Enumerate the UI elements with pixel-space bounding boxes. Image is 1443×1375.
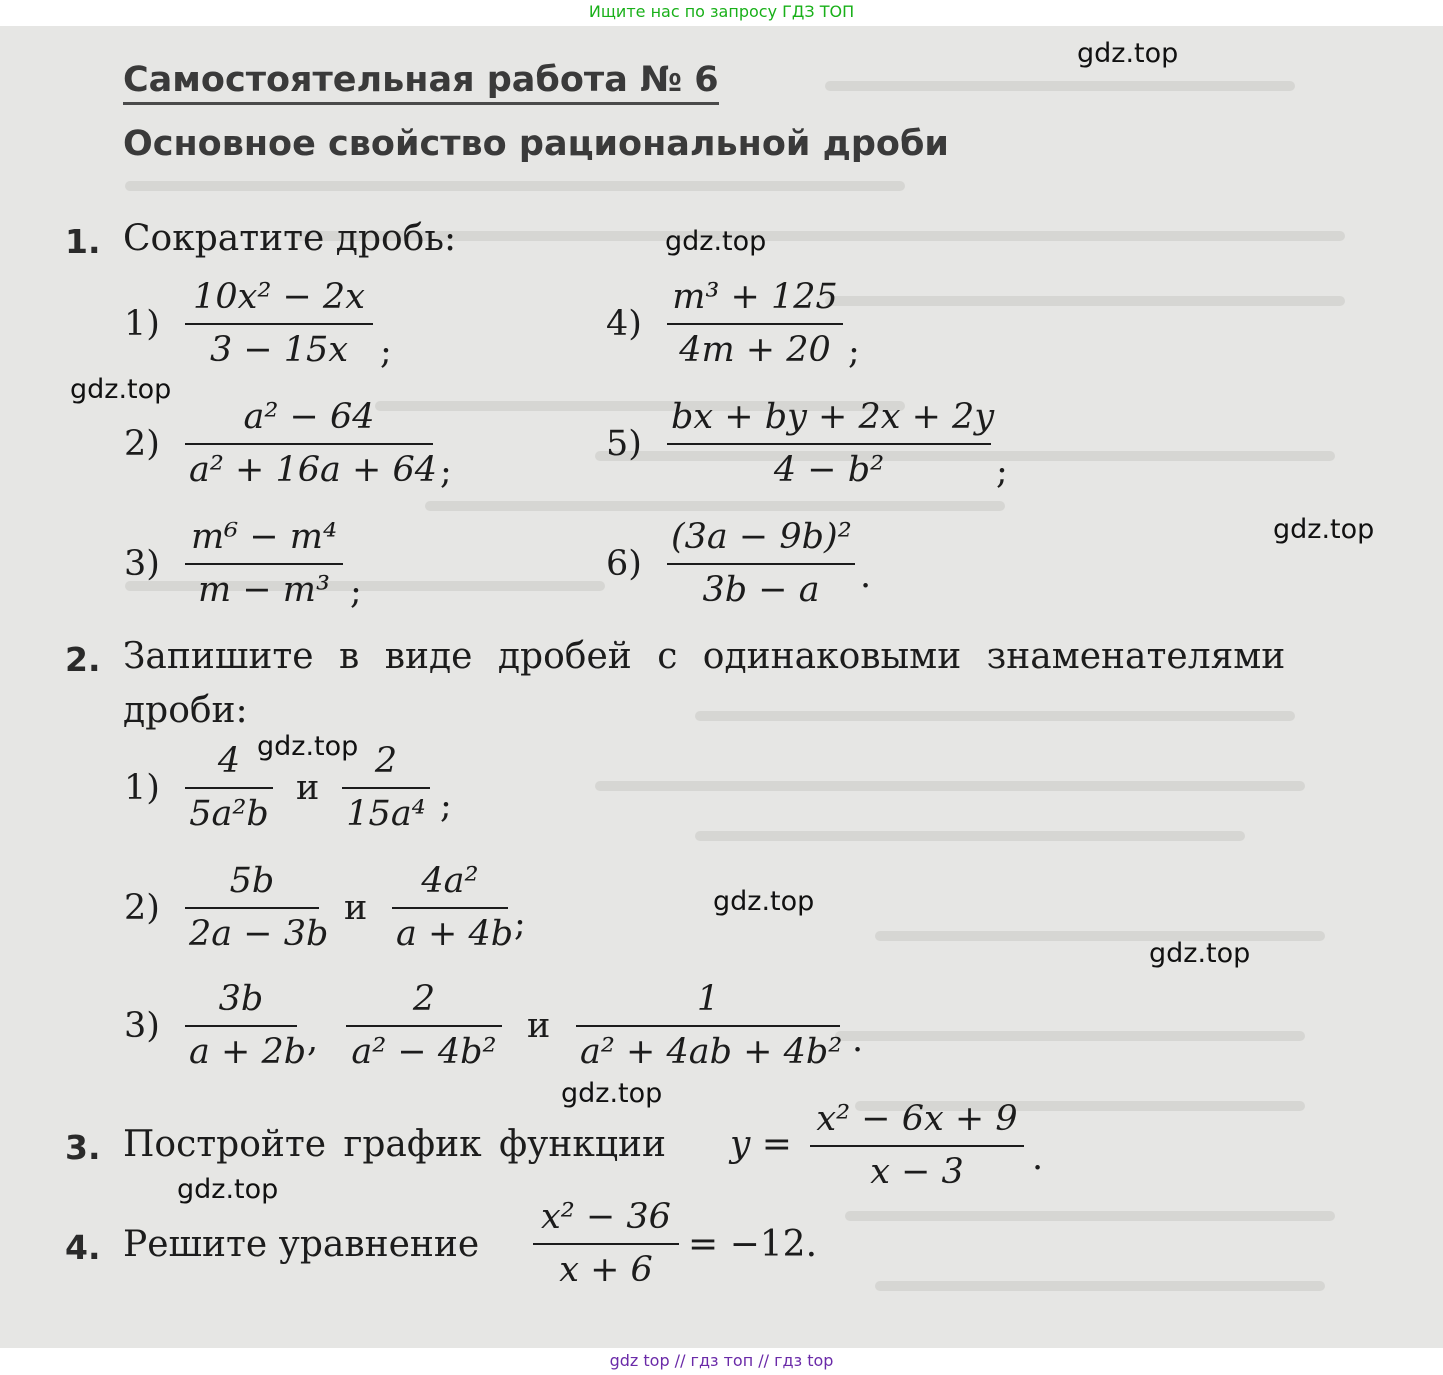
task-3-fraction [810,1099,1024,1192]
task-1-item-1-fraction [185,277,373,370]
fraction-numerator: m⁶ − m⁴ [190,517,337,557]
task-3-number: 3. [65,1128,101,1167]
watermark: gdz.top [1273,514,1375,545]
fraction-denominator: a + 4b [396,914,514,954]
watermark: gdz.top [713,886,815,917]
task-2-item-3-fraction-1 [185,979,307,1072]
fraction-denominator: 2a − 3b [189,914,329,954]
task-2-item-2-end: ; [514,904,526,944]
fraction-numerator: 4a² [421,861,479,901]
watermark: gdz.top [70,374,172,405]
fraction-denominator: a² − 4b² [351,1032,497,1072]
fraction-denominator: 3b − a [702,570,820,610]
task-1-item-3-fraction [185,517,343,610]
task-2-item-1-conjunction: и [296,768,320,808]
task-1-item-2-fraction [185,397,437,490]
fraction-denominator: 4 − b² [773,450,885,490]
task-1-item-1-label: 1) [124,304,160,344]
fraction-numerator: bx + by + 2x + 2y [671,397,995,437]
fraction-denominator: a + 2b [189,1032,307,1072]
task-1-item-6-end: . [860,556,872,596]
task-1-item-3-end: ; [350,572,362,612]
fraction-denominator: x + 6 [559,1250,653,1290]
task-1-text: Сократите дробь: [123,218,457,259]
task-2-item-2-label: 2) [124,888,160,928]
task-2-item-3-conjunction: и [527,1006,551,1046]
fraction-denominator: 4m + 20 [679,330,831,370]
task-1-item-2-end: ; [440,452,452,492]
fraction-numerator: 2 [374,741,398,781]
watermark: gdz.top [1077,38,1179,69]
task-1-item-4-end: ; [848,332,860,372]
watermark: gdz.top [257,731,359,762]
task-1-item-1-end: ; [380,332,392,372]
task-2-item-2-conjunction: и [344,888,368,928]
task-2-item-3-end: . [852,1020,864,1060]
task-1-number: 1. [65,222,101,261]
task-4-fraction [533,1197,679,1290]
task-2-item-1-label: 1) [124,768,160,808]
fraction-denominator: a² + 4ab + 4b² [580,1032,843,1072]
fraction-denominator: 5a²b [189,794,269,834]
fraction-numerator: 1 [696,979,720,1019]
task-2-item-2-fraction-1 [185,861,329,954]
fraction-numerator: 4 [217,741,241,781]
textbook-page [0,26,1443,1348]
fraction-denominator: 3 − 15x [209,330,349,370]
task-1-item-2-label: 2) [124,424,160,464]
fraction-numerator: x² − 6x + 9 [816,1099,1018,1139]
fraction-denominator: a² + 16a + 64 [189,450,437,490]
task-2-text-line-2: дроби: [123,690,248,731]
watermark: gdz.top [561,1078,663,1109]
fraction-denominator: m − m³ [198,570,330,610]
fraction-numerator: 5b [229,861,275,901]
fraction-numerator: (3a − 9b)² [671,517,852,557]
task-3-text: Постройте график функции [123,1124,666,1165]
task-1-item-5-fraction [667,397,995,490]
page-title: Самостоятельная работа № 6 [123,60,719,105]
fraction-numerator: m³ + 125 [672,277,838,317]
task-2-item-2-fraction-2 [392,861,514,954]
page-subtitle: Основное свойство рациональной дроби [123,124,949,164]
task-2-number: 2. [65,640,101,679]
task-2-item-3-comma: , [307,1020,319,1060]
task-4-rhs: = −12. [688,1224,818,1265]
task-1-item-6-label: 6) [606,544,642,584]
task-2-text-line-1: Запишите в виде дробей с одинаковыми знаменателями [123,636,1286,677]
fraction-numerator: 2 [412,979,436,1019]
task-2-item-1-end: ; [440,786,452,826]
task-3-end: . [1032,1138,1044,1178]
watermark: gdz.top [177,1174,279,1205]
fraction-numerator: a² − 64 [243,397,375,437]
task-1-item-4-label: 4) [606,304,642,344]
task-2-item-3-fraction-2 [346,979,502,1072]
task-4-text: Решите уравнение [123,1224,480,1265]
fraction-denominator: 15a⁴ [346,794,426,834]
fraction-denominator: x − 3 [870,1152,964,1192]
task-1-item-6-fraction [667,517,855,610]
bottom-banner: gdz top // гдз топ // гдз top [609,1351,834,1370]
task-1-item-5-label: 5) [606,424,642,464]
fraction-numerator: x² − 36 [541,1197,671,1237]
fraction-numerator: 10x² − 2x [193,277,365,317]
task-1-item-4-fraction [667,277,843,370]
watermark: gdz.top [1149,938,1251,969]
watermark: gdz.top [665,226,767,257]
task-1-item-3-label: 3) [124,544,160,584]
task-4-number: 4. [65,1228,101,1267]
task-3-lhs: y = [730,1124,792,1165]
task-2-item-3-fraction-3 [576,979,843,1072]
task-2-item-3-label: 3) [124,1006,160,1046]
task-1-item-5-end: ; [996,452,1008,492]
top-banner: Ищите нас по запросу ГДЗ ТОП [588,2,855,21]
fraction-numerator: 3b [218,979,264,1019]
